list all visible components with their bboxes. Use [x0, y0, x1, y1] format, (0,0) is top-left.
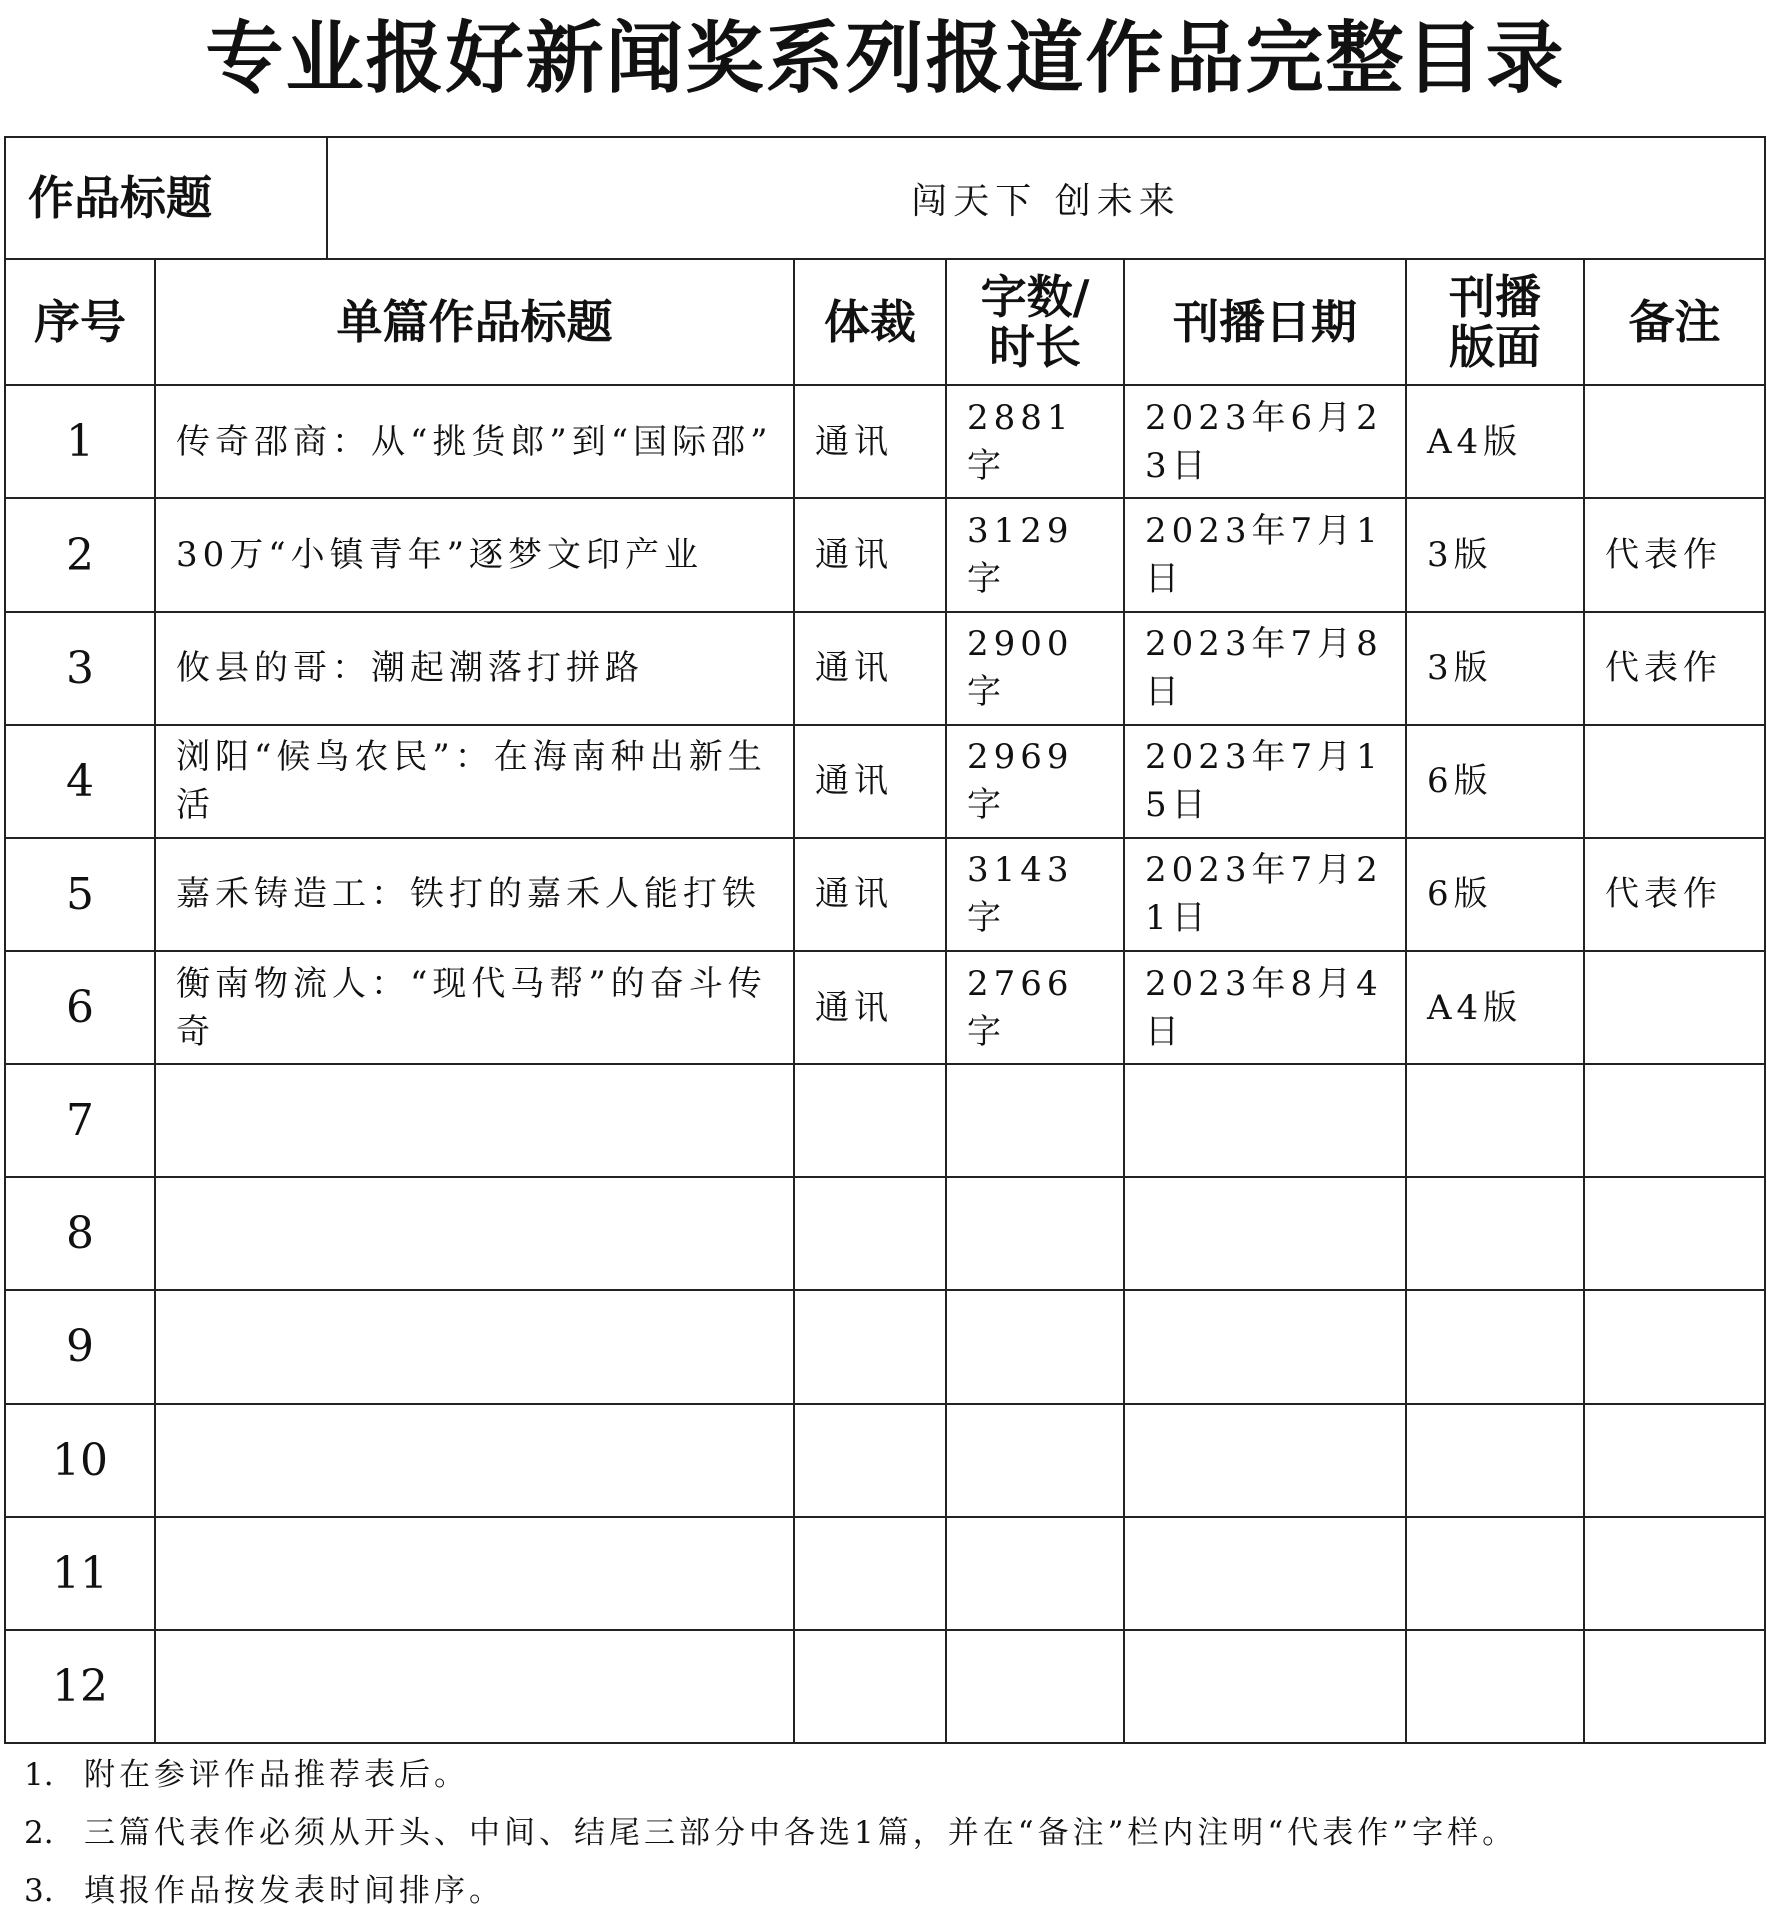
row-genre: 通讯 — [794, 838, 946, 951]
row-date: 2023年6月23日 — [1124, 385, 1406, 498]
row-index: 5 — [5, 838, 155, 951]
row-length: 2900字 — [946, 612, 1124, 725]
row-remark — [1584, 385, 1765, 498]
row-date — [1124, 1630, 1406, 1743]
row-title — [155, 1517, 794, 1630]
row-date — [1124, 1177, 1406, 1290]
row-page: A4版 — [1406, 951, 1584, 1064]
header-page-line2: 版面 — [1449, 320, 1541, 375]
header-length — [946, 259, 1124, 385]
row-remark: 代表作 — [1584, 838, 1765, 951]
row-date — [1124, 1404, 1406, 1517]
table-row — [5, 612, 1765, 725]
row-title — [155, 1290, 794, 1403]
header-index: 序号 — [5, 259, 155, 385]
row-index: 10 — [5, 1404, 155, 1517]
row-title: 衡南物流人：“现代马帮”的奋斗传奇 — [155, 951, 794, 1064]
footnote-number: 2. — [24, 1815, 54, 1851]
row-length: 3129字 — [946, 498, 1124, 611]
row-length — [946, 1177, 1124, 1290]
row-title — [155, 1177, 794, 1290]
row-genre — [794, 1404, 946, 1517]
footnote-item — [24, 1862, 1754, 1920]
row-remark: 代表作 — [1584, 612, 1765, 725]
row-genre — [794, 1290, 946, 1403]
table-row — [5, 385, 1765, 498]
series-title-row — [5, 137, 1765, 259]
row-index: 7 — [5, 1064, 155, 1177]
row-remark — [1584, 951, 1765, 1064]
row-index: 11 — [5, 1517, 155, 1630]
footnotes — [24, 1746, 1754, 1920]
row-page: 6版 — [1406, 838, 1584, 951]
row-remark — [1584, 725, 1765, 838]
row-title: 攸县的哥：潮起潮落打拼路 — [155, 612, 794, 725]
row-date: 2023年7月8日 — [1124, 612, 1406, 725]
footnote-number: 3. — [24, 1873, 54, 1909]
table-row — [5, 1290, 1765, 1403]
row-page: A4版 — [1406, 385, 1584, 498]
row-title: 嘉禾铸造工：铁打的嘉禾人能打铁 — [155, 838, 794, 951]
row-date — [1124, 1064, 1406, 1177]
header-remark: 备注 — [1584, 259, 1765, 385]
row-title — [155, 1630, 794, 1743]
row-length — [946, 1064, 1124, 1177]
row-index: 12 — [5, 1630, 155, 1743]
row-remark — [1584, 1630, 1765, 1743]
table-row — [5, 1517, 1765, 1630]
footnote-text: 填报作品按发表时间排序。 — [84, 1873, 504, 1909]
header-length-line1: 字数/ — [980, 270, 1090, 325]
row-index: 9 — [5, 1290, 155, 1403]
footnote-text: 附在参评作品推荐表后。 — [84, 1757, 469, 1793]
row-page — [1406, 1290, 1584, 1403]
series-title-label: 作品标题 — [5, 137, 327, 259]
table-row — [5, 725, 1765, 838]
row-page — [1406, 1630, 1584, 1743]
row-page: 6版 — [1406, 725, 1584, 838]
row-length — [946, 1630, 1124, 1743]
row-index: 1 — [5, 385, 155, 498]
row-remark: 代表作 — [1584, 498, 1765, 611]
header-title: 单篇作品标题 — [155, 259, 794, 385]
footnote-number: 1. — [24, 1757, 54, 1793]
row-date — [1124, 1290, 1406, 1403]
row-genre: 通讯 — [794, 498, 946, 611]
row-genre — [794, 1630, 946, 1743]
row-index: 2 — [5, 498, 155, 611]
row-page — [1406, 1517, 1584, 1630]
row-genre: 通讯 — [794, 612, 946, 725]
footnote-item — [24, 1804, 1754, 1862]
row-length — [946, 1290, 1124, 1403]
row-length — [946, 1404, 1124, 1517]
footnote-item — [24, 1746, 1754, 1804]
row-title: 浏阳“候鸟农民”：在海南种出新生活 — [155, 725, 794, 838]
table-row — [5, 1630, 1765, 1743]
row-genre — [794, 1517, 946, 1630]
table-header-row — [5, 259, 1765, 385]
header-genre: 体裁 — [794, 259, 946, 385]
header-page — [1406, 259, 1584, 385]
table-row — [5, 498, 1765, 611]
table-row — [5, 838, 1765, 951]
row-date: 2023年7月15日 — [1124, 725, 1406, 838]
row-title: 30万“小镇青年”逐梦文印产业 — [155, 498, 794, 611]
row-genre — [794, 1064, 946, 1177]
series-title-value: 闯天下 创未来 — [327, 137, 1765, 259]
table-row — [5, 1404, 1765, 1517]
row-length: 2766字 — [946, 951, 1124, 1064]
header-length-line2: 时长 — [989, 320, 1081, 375]
row-index: 8 — [5, 1177, 155, 1290]
catalog-table — [4, 136, 1766, 1744]
header-page-line1: 刊播 — [1449, 270, 1541, 325]
row-index: 6 — [5, 951, 155, 1064]
row-page — [1406, 1177, 1584, 1290]
row-date: 2023年7月21日 — [1124, 838, 1406, 951]
row-remark — [1584, 1290, 1765, 1403]
row-remark — [1584, 1404, 1765, 1517]
row-title — [155, 1064, 794, 1177]
row-date — [1124, 1517, 1406, 1630]
table-row — [5, 1064, 1765, 1177]
row-remark — [1584, 1177, 1765, 1290]
row-title — [155, 1404, 794, 1517]
row-genre: 通讯 — [794, 951, 946, 1064]
row-index: 3 — [5, 612, 155, 725]
row-date: 2023年7月1日 — [1124, 498, 1406, 611]
row-page: 3版 — [1406, 612, 1584, 725]
row-remark — [1584, 1517, 1765, 1630]
row-genre: 通讯 — [794, 385, 946, 498]
footnote-text: 三篇代表作必须从开头、中间、结尾三部分中各选1篇，并在“备注”栏内注明“代表作”字样。 — [84, 1815, 1518, 1851]
row-length: 2969字 — [946, 725, 1124, 838]
page-title: 专业报好新闻奖系列报道作品完整目录 — [205, 14, 1566, 104]
row-page — [1406, 1404, 1584, 1517]
row-genre — [794, 1177, 946, 1290]
row-page — [1406, 1064, 1584, 1177]
row-page: 3版 — [1406, 498, 1584, 611]
row-length — [946, 1517, 1124, 1630]
table-row — [5, 951, 1765, 1064]
row-date: 2023年8月4日 — [1124, 951, 1406, 1064]
row-index: 4 — [5, 725, 155, 838]
row-title: 传奇邵商：从“挑货郎”到“国际邵” — [155, 385, 794, 498]
row-remark — [1584, 1064, 1765, 1177]
header-date: 刊播日期 — [1124, 259, 1406, 385]
row-genre: 通讯 — [794, 725, 946, 838]
row-length: 2881字 — [946, 385, 1124, 498]
row-length: 3143字 — [946, 838, 1124, 951]
table-row — [5, 1177, 1765, 1290]
